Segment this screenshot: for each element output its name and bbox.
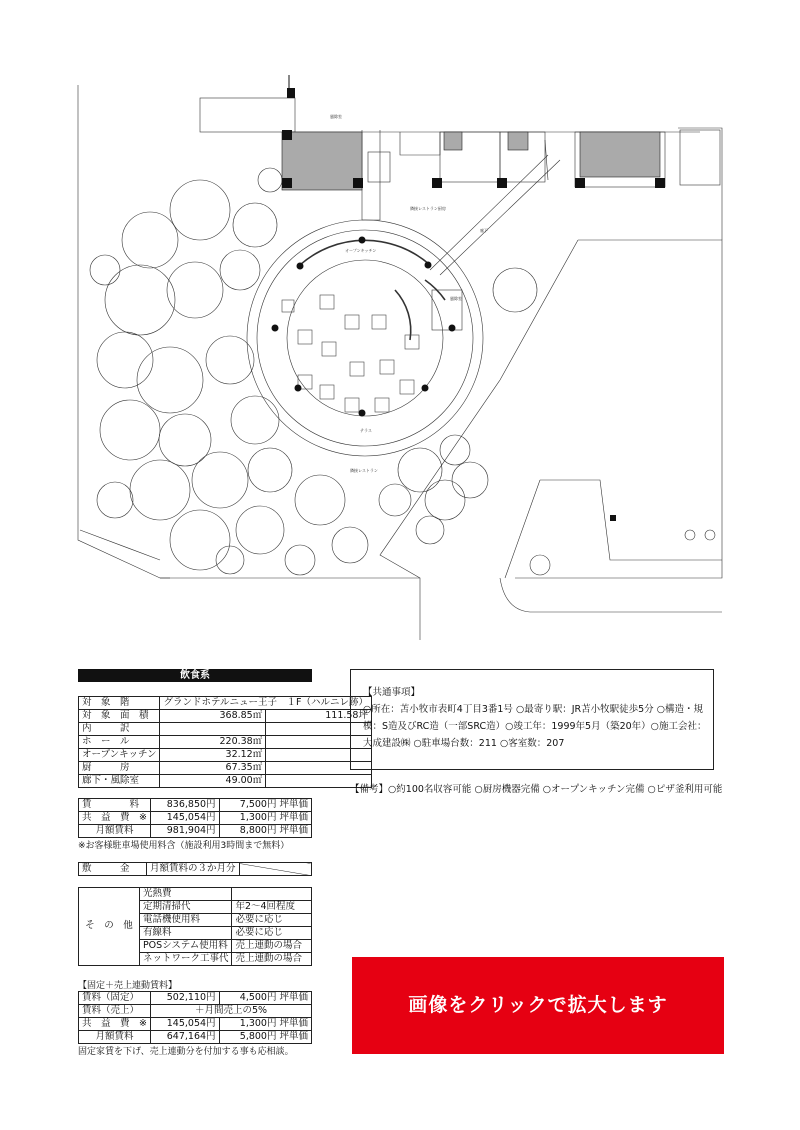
common-items-line: ○所在：苫小牧市表町4丁目3番1号 ○最寄り駅：JR苫小牧駅徒歩5分 ○構造・規 <box>363 704 703 715</box>
area-label: 対 象 面 積 <box>79 710 160 723</box>
hall-label: ホ ー ル <box>79 736 160 749</box>
other-item-name: POSシステム使用料 <box>139 940 232 953</box>
other-item-name: 定期清掃代 <box>139 901 232 914</box>
deposit-label: 敷 金 <box>79 863 147 876</box>
kitchen-value: 67.35㎡ <box>160 762 266 775</box>
target-floor-label: 対 象 階 <box>79 697 160 710</box>
fixed-rent-label: 賃料（固定） <box>79 992 151 1005</box>
plan-label-corridor: 隣接レストラン厨房 <box>410 206 446 211</box>
fp-common-fee-unit: 1,300円 坪単価 <box>219 1018 311 1031</box>
area-table <box>78 696 372 788</box>
other-costs-table <box>78 887 312 966</box>
fp-common-fee-value: 145,054円 <box>150 1018 219 1031</box>
plan-label-staff-room: 風除室 <box>330 114 342 119</box>
rent-table <box>78 798 312 838</box>
target-floor-value: グランドホテルニュー王子 １F（ハルニレ跡） <box>160 697 372 710</box>
other-item-value: 売上連動の場合 <box>232 953 312 966</box>
breakdown-label: 内 訳 <box>79 723 160 736</box>
open-kitchen-value: 32.12㎡ <box>160 749 266 762</box>
fixed-plus-note: 固定家賃を下げ、売上連動分を付加する事も応相談。 <box>78 1047 294 1057</box>
deposit-table <box>78 862 312 876</box>
common-items-line: 模：S造及びRC造（一部SRC造）○竣工年：1999年5月（築20年）○施工会社： <box>363 721 707 732</box>
other-item-name: 光熱費 <box>139 888 232 901</box>
plan-label-wind-room: 風除室 <box>450 296 462 301</box>
monthly-rent-label: 月額賃料 <box>79 825 151 838</box>
other-item-name: 電話機使用料 <box>139 914 232 927</box>
common-fee-label: 共 益 費 ※ <box>79 812 151 825</box>
other-item-value: 必要に応じ <box>232 927 312 940</box>
parking-note: ※お客様駐車場使用料含（施設利用3時間まで無料） <box>78 841 290 851</box>
open-kitchen-label: オープンキッチン <box>79 749 160 762</box>
common-items-title: 【共通事項】 <box>363 687 421 698</box>
kitchen-label: 厨 房 <box>79 762 160 775</box>
plan-label-open-kitchen: オープンキッチン <box>345 248 377 253</box>
rent-unit: 7,500円 坪単価 <box>219 799 311 812</box>
corridor-value: 49.00㎡ <box>160 775 266 788</box>
other-item-value: 売上連動の場合 <box>232 940 312 953</box>
fp-monthly-value: 647,164円 <box>150 1031 219 1044</box>
sales-rent-value: ＋月間売上の5% <box>150 1005 311 1018</box>
area-m2: 368.85㎡ <box>160 710 266 723</box>
fp-monthly-label: 月額賃料 <box>79 1031 151 1044</box>
plan-label-terrace: テラス <box>360 428 372 433</box>
other-item-value <box>232 888 312 901</box>
fixed-rent-value: 502,110円 <box>150 992 219 1005</box>
rent-value: 836,850円 <box>150 799 219 812</box>
common-items <box>363 684 713 752</box>
monthly-rent-value: 981,904円 <box>150 825 219 838</box>
fixed-plus-heading: 【固定＋売上連動賃料】 <box>78 981 178 991</box>
other-item-value: 年2～4回程度 <box>232 901 312 914</box>
fixed-rent-unit: 4,500円 坪単価 <box>219 992 311 1005</box>
common-items-line: 大成建設㈱ ○駐車場台数：211 ○客室数：207 <box>363 738 565 749</box>
common-fee-value: 145,054円 <box>150 812 219 825</box>
hall-value: 220.38㎡ <box>160 736 266 749</box>
other-item-value: 必要に応じ <box>232 914 312 927</box>
rent-label: 賃 料 <box>79 799 151 812</box>
area-tsubo: 111.58坪 <box>266 710 372 723</box>
common-fee-unit: 1,300円 坪単価 <box>219 812 311 825</box>
plan-label-adjacent-restaurant: 隣接レストラン <box>350 468 378 473</box>
sales-rent-label: 賃料（売上） <box>79 1005 151 1018</box>
other-item-name: ネットワーク工事代 <box>139 953 232 966</box>
corridor-label: 廊下・風除室 <box>79 775 160 788</box>
fixed-plus-table <box>78 991 312 1044</box>
section-title: 飲食系 <box>78 669 312 682</box>
enlarge-image-button[interactable]: 画像をクリックで拡大します <box>352 957 724 1054</box>
remarks: 【備考】○約100名収容可能 ○厨房機器完備 ○オープンキッチン完備 ○ピザ釜利用可能 <box>350 784 723 795</box>
other-label: そ の 他 <box>79 888 140 966</box>
deposit-value: 月額賃料の３か月分 <box>147 863 240 876</box>
fp-monthly-unit: 5,800円 坪単価 <box>219 1031 311 1044</box>
plan-label-hallway: 廊下 <box>480 228 488 233</box>
fp-common-fee-label: 共 益 費 ※ <box>79 1018 151 1031</box>
monthly-rent-unit: 8,800円 坪単価 <box>219 825 311 838</box>
other-item-name: 有線料 <box>139 927 232 940</box>
